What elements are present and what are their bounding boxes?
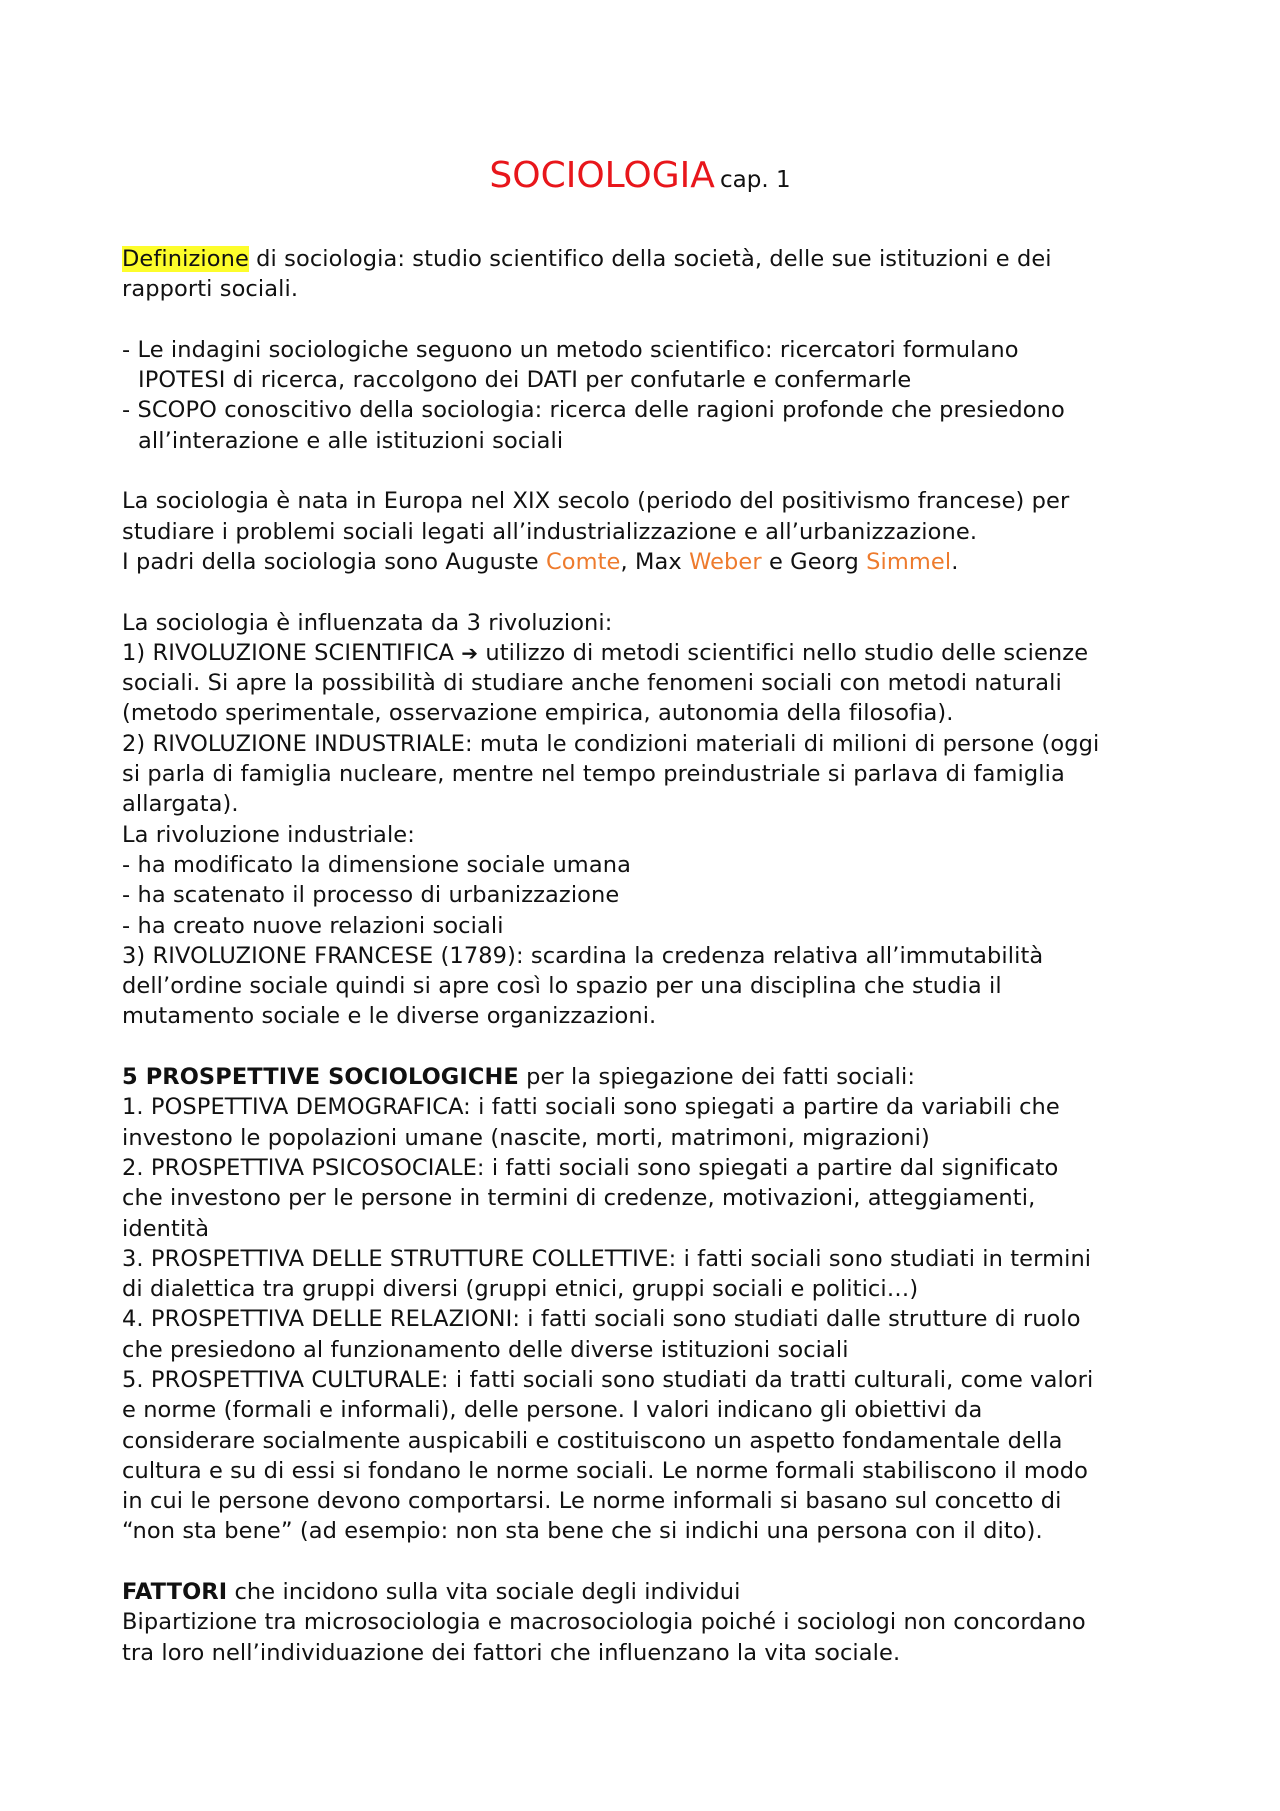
fathers-sep-2: e Georg <box>761 548 867 575</box>
perspective-4-line-1: 4. PROSPETTIVA DELLE RELAZIONI: i fatti sociali sono studiati dalle strutture di ruolo <box>122 1306 1081 1333</box>
perspective-5-line-6: “non sta bene” (ad esempio: non sta bene che si indichi una persona con il dito). <box>122 1518 1043 1545</box>
perspective-3-line-2: di dialettica tra gruppi diversi (gruppi etnici, gruppi sociali e politici…) <box>122 1276 919 1303</box>
spacer <box>122 305 1212 335</box>
revolution-1-text: utilizzo di metodi scientifici nello studio delle scienze <box>478 639 1089 666</box>
origin-line-1: La sociologia è nata in Europa nel XIX secolo (periodo del positivismo francese) per <box>122 488 1070 515</box>
perspective-5-line-5: in cui le persone devono comportarsi. Le norme informali si basano sul concetto di <box>122 1488 1062 1515</box>
fathers-prefix: I padri della sociologia sono Auguste <box>122 548 546 575</box>
bullet-method-line-1: - Le indagini sociologiche seguono un metodo scientifico: ricercatori formulano <box>122 336 1019 363</box>
page-title <box>0 152 1280 206</box>
perspective-5-line-3: considerare socialmente auspicabili e costituiscono un aspetto fondamentale della <box>122 1427 1063 1454</box>
document-body <box>122 244 1212 1668</box>
list-item: - ha creato nuove relazioni sociali <box>122 912 504 939</box>
perspective-5-line-2: e norme (formali e informali), delle persone. I valori indicano gli obiettivi da <box>122 1397 983 1424</box>
title-main: SOCIOLOGIA <box>489 155 715 196</box>
perspective-1-line-2: investono le popolazioni umane (nascite, morti, matrimoni, migrazioni) <box>122 1124 930 1151</box>
name-comte: Comte <box>545 548 621 575</box>
perspective-5-line-4: cultura e su di essi si fondano le norme sociali. Le norme formali stabiliscono il modo <box>122 1457 1089 1484</box>
revolution-2-intro: La rivoluzione industriale: <box>122 821 415 848</box>
perspective-1-line-1: 1. POSPETTIVA DEMOGRAFICA: i fatti sociali sono spiegati a partire da variabili che <box>122 1094 1060 1121</box>
revolution-2-line-3: allargata). <box>122 791 239 818</box>
fathers-end: . <box>951 548 959 575</box>
perspectives-heading-bold: 5 PROSPETTIVE SOCIOLOGICHE <box>122 1064 519 1091</box>
spacer <box>122 1032 1212 1062</box>
revolution-2-line-2: si parla di famiglia nucleare, mentre nel tempo preindustriale si parlava di famiglia <box>122 761 1065 788</box>
revolution-1-line-2: sociali. Si apre la possibilità di studiare anche fenomeni sociali con metodi naturali <box>122 670 1062 697</box>
perspectives-heading-rest: per la spiegazione dei fatti sociali: <box>518 1064 916 1091</box>
revolution-3-line-1: 3) RIVOLUZIONE FRANCESE (1789): scardina la credenza relativa all’immutabilità <box>122 942 1044 969</box>
origin-line-2: studiare i problemi sociali legati all’industrializzazione e all’urbanizzazione. <box>122 518 978 545</box>
factors-heading-rest: che incidono sulla vita sociale degli individui <box>227 1579 741 1606</box>
definition-text: di sociologia: studio scientifico della società, delle sue istituzioni e dei <box>248 246 1052 272</box>
definition-line-2: rapporti sociali. <box>122 276 299 303</box>
revolution-3-line-2: dell’ordine sociale quindi si apre così lo spazio per una disciplina che studia il <box>122 973 1002 1000</box>
title-sub: cap. 1 <box>720 167 791 193</box>
perspective-2-line-2: che investono per le persone in termini di credenze, motivazioni, atteggiamenti, <box>122 1185 1036 1212</box>
revolution-2-line-1: 2) RIVOLUZIONE INDUSTRIALE: muta le condizioni materiali di milioni di persone (oggi <box>122 730 1100 757</box>
revolution-1-title: 1) RIVOLUZIONE SCIENTIFICA <box>122 639 462 666</box>
spacer <box>122 577 1212 607</box>
name-simmel: Simmel <box>866 548 952 575</box>
revolution-1-line-1 <box>122 638 1212 668</box>
spacer <box>122 1547 1212 1577</box>
perspectives-heading <box>122 1062 1212 1092</box>
perspective-4-line-2: che presiedono al funzionamento delle diverse istituzioni sociali <box>122 1336 849 1363</box>
fathers-sep-1: , Max <box>620 548 690 575</box>
bullet-scope-line-1: - SCOPO conoscitivo della sociologia: ricerca delle ragioni profonde che presiedono <box>122 397 1065 424</box>
perspective-2-line-1: 2. PROSPETTIVA PSICOSOCIALE: i fatti sociali sono spiegati a partire dal significato <box>122 1154 1059 1181</box>
revolution-3-line-3: mutamento sociale e le diverse organizzazioni. <box>122 1003 657 1030</box>
name-weber: Weber <box>689 548 762 575</box>
fathers-line <box>122 547 1212 577</box>
factors-line-2: Bipartizione tra microsociologia e macrosociologia poiché i sociologi non concordano <box>122 1609 1086 1636</box>
perspective-3-line-1: 3. PROSPETTIVA DELLE STRUTTURE COLLETTIVE: i fatti sociali sono studiati in termini <box>122 1245 1092 1272</box>
factors-heading <box>122 1577 1212 1607</box>
bullet-scope-line-2: all’interazione e alle istituzioni sociali <box>138 427 564 454</box>
arrow-right-icon: ➔ <box>461 640 479 665</box>
bullet-method-line-2: IPOTESI di ricerca, raccolgono dei DATI per confutarle e confermarle <box>138 367 912 394</box>
spacer <box>122 456 1212 486</box>
factors-line-3: tra loro nell’individuazione dei fattori che influenzano la vita sociale. <box>122 1639 901 1666</box>
perspective-2-line-3: identità <box>122 1215 210 1242</box>
definition-line-1 <box>122 244 1212 274</box>
perspective-5-line-1: 5. PROSPETTIVA CULTURALE: i fatti sociali sono studiati da tratti culturali, come valori <box>122 1366 1094 1393</box>
definition-term-highlight: Definizione <box>122 246 249 272</box>
list-item: - ha scatenato il processo di urbanizzazione <box>122 882 620 909</box>
revolutions-intro: La sociologia è influenzata da 3 rivoluzioni: <box>122 609 613 636</box>
factors-heading-bold: FATTORI <box>122 1579 228 1606</box>
list-item: - ha modificato la dimensione sociale umana <box>122 851 631 878</box>
revolution-1-line-3: (metodo sperimentale, osservazione empirica, autonomia della filosofia). <box>122 700 954 727</box>
